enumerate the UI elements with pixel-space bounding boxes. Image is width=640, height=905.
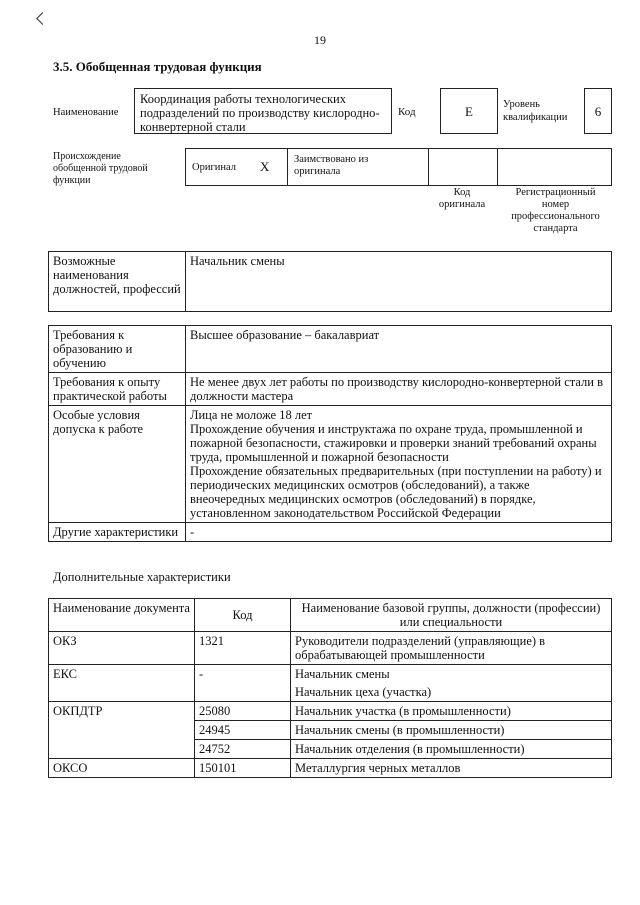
row-doc: ЕКС bbox=[49, 665, 195, 702]
requirement-label: Особые условия допуска к работе bbox=[49, 406, 186, 523]
level-value: 6 bbox=[594, 104, 602, 119]
code-label: Код bbox=[398, 106, 416, 118]
origin-reg-cell bbox=[497, 148, 612, 186]
header-name: Наименование базовой группы, должности (профессии) или специальности bbox=[291, 599, 612, 632]
row-code: 24945 bbox=[195, 721, 291, 740]
row-code: 25080 bbox=[195, 702, 291, 721]
row-name: Начальник смены (в промышленности) bbox=[291, 721, 612, 740]
requirement-label: Требования к образованию и обучению bbox=[49, 326, 186, 373]
header-code: Код bbox=[195, 599, 291, 632]
requirements-row bbox=[49, 523, 612, 542]
row-code: 1321 bbox=[195, 632, 291, 665]
requirement-line: - bbox=[190, 525, 195, 539]
requirement-value bbox=[186, 406, 612, 523]
requirement-value bbox=[186, 373, 612, 406]
additional-header-row bbox=[49, 599, 612, 632]
row-doc: ОКПДТР bbox=[49, 702, 195, 759]
name-label: Наименование bbox=[53, 107, 119, 118]
requirement-value bbox=[186, 523, 612, 542]
origin-borrowed-label: Заимствовано из оригинала bbox=[294, 154, 369, 177]
requirement-line: Прохождение обязательных предварительных (при поступлении на работу) и периодических медицинских осмотров (обследований), а также внеочередных медицинских осмотров (обследований) в порядке, установленном законодательством Российской Федерации bbox=[190, 464, 602, 520]
code-box bbox=[440, 88, 498, 134]
origin-original-cell bbox=[185, 148, 288, 186]
row-name: Начальник смены bbox=[291, 665, 612, 684]
table-row bbox=[49, 665, 612, 684]
section-title: 3.5. Обобщенная трудовая функция bbox=[53, 59, 262, 74]
origin-original-mark: X bbox=[260, 159, 270, 174]
requirement-line: Лица не моложе 18 лет bbox=[190, 408, 313, 422]
requirements-row bbox=[49, 373, 612, 406]
header-doc: Наименование документа bbox=[49, 599, 195, 632]
row-name: Металлургия черных металлов bbox=[291, 759, 612, 778]
requirements-row bbox=[49, 406, 612, 523]
requirement-line: Высшее образование – бакалавриат bbox=[190, 328, 380, 342]
origin-code-cell bbox=[428, 148, 498, 186]
positions-label: Возможные наименования должностей, профессий bbox=[49, 252, 186, 312]
origin-code-caption: Код оригинала bbox=[438, 187, 486, 210]
table-row bbox=[49, 702, 612, 721]
row-code: 24752 bbox=[195, 740, 291, 759]
level-label: Уровень квалификации bbox=[503, 99, 568, 123]
requirement-value bbox=[186, 326, 612, 373]
corner-mark bbox=[36, 12, 49, 25]
row-name: Начальник цеха (участка) bbox=[291, 683, 612, 702]
function-name-box bbox=[134, 88, 392, 134]
additional-table bbox=[48, 598, 612, 778]
origin-original-label: Оригинал bbox=[192, 162, 236, 173]
requirement-label: Другие характеристики bbox=[49, 523, 186, 542]
requirement-line: Прохождение обучения и инструктажа по охране труда, промышленной и пожарной безопасности, стажировки и проверки знаний требований охраны труда, промышленной и пожарной безопасности bbox=[190, 422, 597, 464]
positions-value: Начальник смены bbox=[186, 252, 612, 312]
row-code: - bbox=[195, 665, 291, 702]
requirements-table bbox=[48, 325, 612, 542]
function-name-value: Координация работы технологических подразделений по производству кислородно-конвертерной стали bbox=[140, 92, 380, 134]
origin-reg-caption: Регистрационный номер профессионального стандарта bbox=[511, 187, 600, 234]
page-number: 19 bbox=[314, 33, 326, 47]
table-row bbox=[49, 759, 612, 778]
row-name: Начальник отделения (в промышленности) bbox=[291, 740, 612, 759]
requirement-line: Не менее двух лет работы по производству кислородно-конвертерной стали в должности мастера bbox=[190, 375, 603, 403]
row-code: 150101 bbox=[195, 759, 291, 778]
positions-row bbox=[49, 252, 612, 312]
requirement-label: Требования к опыту практической работы bbox=[49, 373, 186, 406]
positions-table bbox=[48, 251, 612, 312]
code-value: E bbox=[465, 104, 473, 119]
additional-title: Дополнительные характеристики bbox=[53, 570, 231, 584]
row-name: Начальник участка (в промышленности) bbox=[291, 702, 612, 721]
table-row bbox=[49, 632, 612, 665]
row-doc: ОКЗ bbox=[49, 632, 195, 665]
origin-borrowed-cell bbox=[287, 148, 429, 186]
requirements-row bbox=[49, 326, 612, 373]
level-box bbox=[584, 88, 612, 134]
row-name: Руководители подразделений (управляющие) в обрабатывающей промышленности bbox=[291, 632, 612, 665]
row-doc: ОКСО bbox=[49, 759, 195, 778]
origin-label: Происхождение обобщенной трудовой функции bbox=[53, 151, 148, 186]
